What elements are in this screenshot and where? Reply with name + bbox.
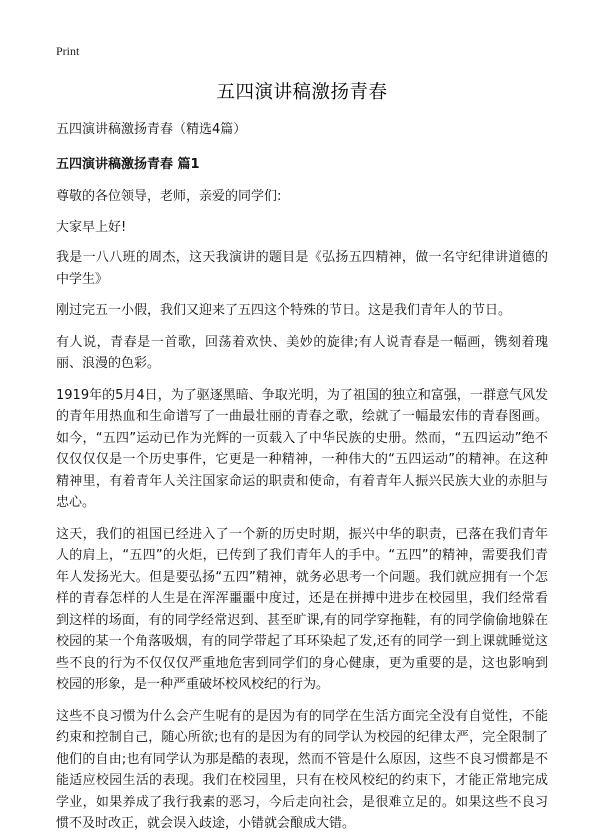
paragraph-history: 1919年的5月4日，为了驱逐黑暗、争取光明，为了祖国的独立和富强，一群意气风发的青年用热血和生命谱写了一曲最壮丽的青春之歌，绘就了一幅最宏伟的青春图画。如今，“五四”运动已作为光辉的一页载入了中华民族的史册。然而，“五四运动”绝不仅仅仅仅是一个历史事件，它更是一种精神，一种伟大的“五四运动”的精神。在这种精神里，有着青年人关注国家命运的职责和使命，有着青年人振兴民族大业的赤胆与忠心。 (56, 387, 548, 510)
print-label: Print (56, 44, 80, 58)
paragraph-good-morning: 大家早上好! (56, 219, 127, 235)
paragraph-greeting: 尊敬的各位领导，老师，亲爱的同学们: (56, 189, 282, 204)
document-subtitle: 五四演讲稿激扬青春（精选4篇） (56, 122, 247, 137)
section-heading: 五四演讲稿激扬青春 篇1 (56, 157, 200, 172)
paragraph-intro: 我是一八八班的周杰，这天我演讲的题目是《弘扬五四精神，做一名守纪律讲道德的中学生》 (56, 250, 548, 287)
paragraph-holiday: 刚过完五一小假，我们又迎来了五四这个特殊的节日。这是我们青年人的节日。 (56, 303, 512, 318)
paragraph-youth-metaphor: 有人说，青春是一首歌，回荡着欢快、美妙的旋律;有人说青春是一幅画，镌刻着瑰丽、浪漫的色彩。 (56, 334, 548, 371)
page-title: 五四演讲稿激扬青春 (216, 82, 388, 103)
paragraph-bad-habits: 这些不良习惯为什么会产生呢有的是因为有的同学在生活方面完全没有自觉性，不能约束和控制自己，随心所欲;也有的是因为有的同学认为校园的纪律太严，完全限制了他们的自由;也有同学认为那是酷的表现，然而不管是什么原因，这些不良习惯都是不能适应校园生活的表现。我们在校园里，只有在校风校纪的约束下，才能正常地完成学业，如果养成了我行我素的恶习，今后走向社会，是很难立足的。如果这些不良习惯不及时改正，就会误入歧途，小错就会酿成大错。 (56, 708, 548, 831)
paragraph-today: 这天，我们的祖国已经进入了一个新的历史时期，振兴中华的职责，已落在我们青年人的肩上，“五四”的火炬，已传到了我们青年人的手中。“五四”的精神，需要我们青年人发扬光大。但是要弘扬“五四”精神，就务必思考一个问题。我们就应拥有一个怎样的青春怎样的人生是在浑浑噩噩中度过，还是在拼搏中进步在校园里，我们经常看到这样的场面，有的同学经常迟到、甚至旷课,有的同学穿拖鞋，有的同学偷偷地躲在校园的某一个角落吸烟，有的同学带起了耳环染起了发,还有的同学一到上课就睡觉这些不良的行为不仅仅仅严重地危害到同学们的身心健康，更为重要的是，这也影响到校园的形象，是一种严重破坏校风校纪的行为。 (56, 526, 548, 692)
